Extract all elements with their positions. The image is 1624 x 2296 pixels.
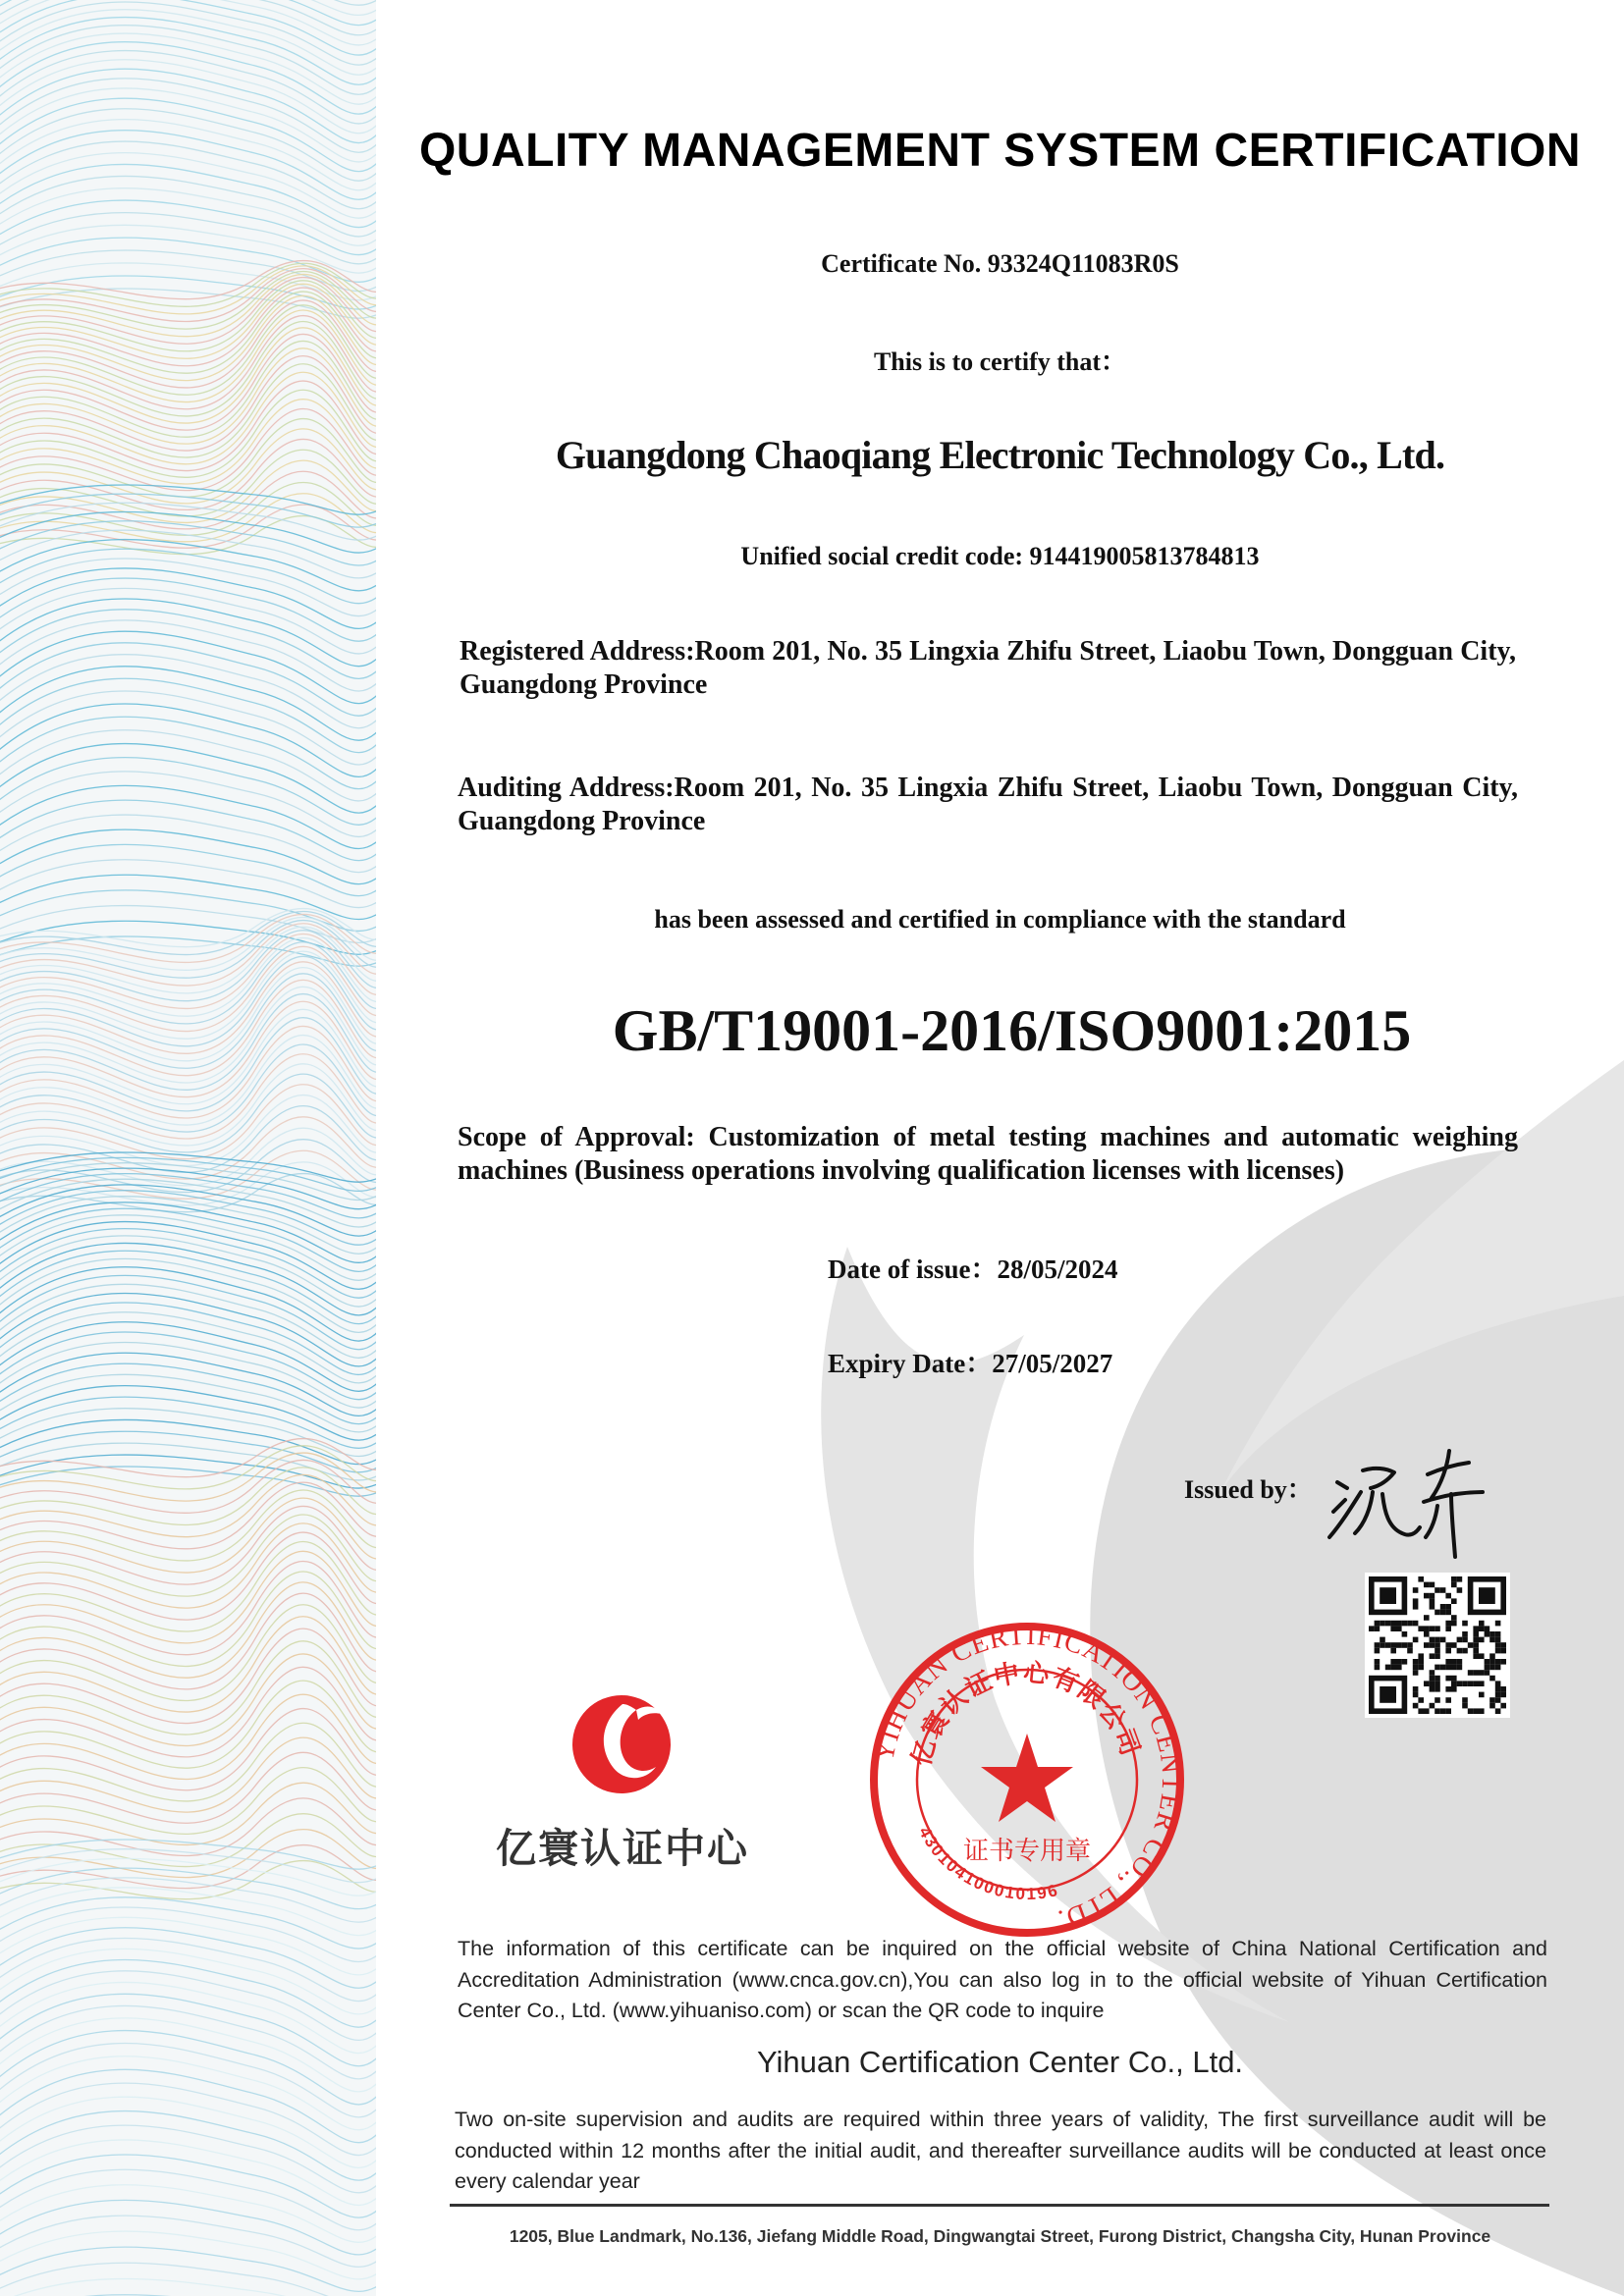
qr-module (1473, 1648, 1479, 1654)
qr-module (1418, 1659, 1424, 1665)
qr-module (1424, 1593, 1430, 1599)
qr-module (1451, 1642, 1457, 1648)
guilloche-line (0, 540, 376, 591)
qr-module (1418, 1665, 1424, 1671)
guilloche-line (0, 1681, 376, 1768)
qr-module (1462, 1631, 1468, 1637)
guilloche-line (0, 1949, 376, 2014)
qr-module (1413, 1621, 1419, 1627)
qr-module (1413, 1637, 1419, 1643)
qr-module (1451, 1659, 1457, 1665)
guilloche-line (0, 1446, 376, 1489)
guilloche-line (0, 88, 376, 162)
qr-module (1424, 1631, 1430, 1637)
guilloche-line (0, 1959, 376, 2027)
qr-module (1375, 1665, 1380, 1671)
guilloche-line (0, 213, 376, 264)
qr-module (1468, 1642, 1474, 1648)
date-of-issue: Date of issue：28/05/2024 (828, 1255, 1118, 1284)
auditing-address: Auditing Address:Room 201, No. 35 Lingxia Zhifu Street, Liaobu Town, Dongguan City, Guangdong Province (458, 773, 1518, 836)
qr-module (1451, 1686, 1457, 1692)
seal-center-text: 证书专用章 (962, 1837, 1092, 1866)
guilloche-line (0, 131, 376, 200)
guilloche-line (0, 18, 376, 85)
guilloche-line (0, 2005, 376, 2078)
qr-module (1485, 1626, 1490, 1631)
guilloche-line (0, 2056, 376, 2130)
qr-module (1462, 1681, 1468, 1686)
guilloche-line (0, 2018, 376, 2092)
guilloche-line (0, 829, 376, 884)
qr-module (1430, 1642, 1435, 1648)
qr-module (1500, 1686, 1506, 1692)
guilloche-line (0, 1251, 376, 1323)
guilloche-line (0, 951, 376, 1039)
qr-module (1380, 1686, 1396, 1703)
qr-module (1479, 1637, 1485, 1643)
guilloche-pattern-icon (0, 0, 376, 2296)
qr-module (1495, 1648, 1501, 1654)
qr-module (1385, 1621, 1391, 1627)
guilloche-line (0, 1293, 376, 1365)
qr-module (1413, 1598, 1419, 1604)
qr-module (1402, 1621, 1408, 1627)
guilloche-line (0, 1523, 376, 1608)
qr-module (1445, 1604, 1451, 1610)
qr-module (1500, 1648, 1506, 1654)
qr-module (1385, 1642, 1391, 1648)
qr-module (1495, 1631, 1501, 1637)
qr-module (1479, 1708, 1485, 1714)
credit-code: Unified social credit code: 914419005813784813 (740, 542, 1260, 570)
qr-module (1430, 1593, 1435, 1599)
qr-module (1413, 1587, 1419, 1593)
qr-module (1424, 1708, 1430, 1714)
qr-module (1479, 1692, 1485, 1698)
qr-module (1375, 1621, 1380, 1627)
qr-module (1435, 1653, 1440, 1659)
qr-module (1462, 1637, 1468, 1643)
qr-module (1479, 1670, 1485, 1676)
qr-module (1375, 1642, 1380, 1648)
qr-module (1424, 1642, 1430, 1648)
qr-module (1380, 1587, 1396, 1604)
guilloche-line (0, 305, 376, 396)
guilloche-line (0, 1363, 376, 1423)
qr-module (1418, 1626, 1424, 1631)
guilloche-line (0, 1783, 376, 1844)
registered-address: Registered Address:Room 201, No. 35 Lingxia Zhifu Street, Liaobu Town, Dongguan City, Guangdong Province (460, 636, 1516, 700)
official-seal-icon (865, 1618, 1189, 1942)
qr-module (1451, 1598, 1457, 1604)
qr-module (1440, 1665, 1446, 1671)
guilloche-line (0, 946, 376, 1031)
qr-module (1407, 1621, 1413, 1627)
qr-module (1473, 1681, 1479, 1686)
qr-module (1457, 1576, 1463, 1582)
qr-module (1457, 1587, 1463, 1593)
certification-center-name: Yihuan Certification Center Co., Ltd. (756, 2045, 1244, 2079)
qr-module (1489, 1631, 1495, 1637)
qr-module (1485, 1631, 1490, 1637)
qr-module (1479, 1653, 1485, 1659)
footer-address: 1205, Blue Landmark, No.136, Jiefang Middle Road, Dingwangtai Street, Furong District, Changsha City, Hunan Province (509, 2226, 1491, 2246)
guilloche-line (0, 2155, 376, 2217)
guilloche-line (0, 2083, 376, 2155)
issued-by-label: Issued by： (1184, 1475, 1313, 1504)
qr-module (1485, 1670, 1490, 1676)
qr-module (1495, 1708, 1501, 1714)
qr-module (1402, 1631, 1408, 1637)
qr-module (1430, 1637, 1435, 1643)
qr-module (1440, 1637, 1446, 1643)
qr-module (1445, 1676, 1451, 1682)
qr-module (1390, 1626, 1396, 1631)
guilloche-line (0, 120, 376, 190)
guilloche-line (0, 1572, 376, 1666)
qr-module (1485, 1659, 1490, 1665)
qr-module (1424, 1626, 1430, 1631)
qr-module (1435, 1587, 1440, 1593)
qr-module (1462, 1703, 1468, 1709)
qr-module (1468, 1670, 1474, 1676)
guilloche-line (0, 1267, 376, 1341)
qr-module (1468, 1708, 1474, 1714)
qr-module (1380, 1621, 1385, 1627)
guilloche-line (0, 1468, 376, 1525)
qr-module (1445, 1621, 1451, 1627)
qr-module (1418, 1697, 1424, 1703)
seal-outer-text: YIHUAN CERTIFICATION CENTER CO., LTD. (869, 1620, 1187, 1936)
qr-module (1435, 1708, 1440, 1714)
guilloche-line (0, 292, 376, 373)
qr-module (1457, 1681, 1463, 1686)
qr-module (1462, 1648, 1468, 1654)
qr-module (1445, 1659, 1451, 1665)
qr-module (1435, 1642, 1440, 1648)
qr-module (1473, 1631, 1479, 1637)
qr-module (1495, 1681, 1501, 1686)
qr-module (1473, 1642, 1479, 1648)
qr-module (1390, 1621, 1396, 1627)
guilloche-line (0, 1541, 376, 1631)
qr-module (1430, 1703, 1435, 1709)
qr-module (1430, 1676, 1435, 1682)
qr-module (1390, 1642, 1396, 1648)
qr-module (1407, 1642, 1413, 1648)
qr-module (1462, 1697, 1468, 1703)
guilloche-line (0, 937, 376, 1016)
guilloche-line (0, 2, 376, 65)
guilloche-line (0, 1878, 376, 1922)
qr-module (1445, 1697, 1451, 1703)
qr-module (1396, 1626, 1402, 1631)
qr-module (1440, 1610, 1446, 1616)
qr-module (1489, 1665, 1495, 1671)
qr-module (1489, 1676, 1495, 1682)
guilloche-line (0, 2185, 376, 2243)
guilloche-line (0, 758, 376, 826)
guilloche-line (0, 0, 376, 45)
qr-module (1435, 1665, 1440, 1671)
qr-module (1500, 1703, 1506, 1709)
guilloche-line (0, 26, 376, 95)
guilloche-line (0, 2111, 376, 2181)
qr-module (1489, 1637, 1495, 1643)
guilloche-line (0, 704, 376, 776)
qr-module (1451, 1615, 1457, 1621)
qr-module (1445, 1708, 1451, 1714)
qr-module (1485, 1665, 1490, 1671)
qr-module (1390, 1648, 1396, 1654)
guilloche-line (0, 860, 376, 908)
qr-module (1430, 1653, 1435, 1659)
qr-module (1390, 1665, 1396, 1671)
qr-module (1451, 1621, 1457, 1627)
guilloche-line (0, 1928, 376, 1988)
qr-module (1440, 1708, 1446, 1714)
qr-module (1445, 1593, 1451, 1599)
qr-module (1390, 1659, 1396, 1665)
guilloche-line (0, 10, 376, 76)
qr-module (1451, 1681, 1457, 1686)
qr-module (1451, 1665, 1457, 1671)
guilloche-line (0, 691, 376, 765)
qr-module (1457, 1665, 1463, 1671)
qr-module (1440, 1604, 1446, 1610)
certify-intro: This is to certify that： (873, 347, 1127, 376)
qr-module (1402, 1642, 1408, 1648)
qr-module (1413, 1659, 1419, 1665)
guilloche-line (0, 934, 376, 1008)
qr-module (1457, 1637, 1463, 1643)
qr-module (1435, 1697, 1440, 1703)
qr-module (1430, 1670, 1435, 1676)
qr-module (1413, 1604, 1419, 1610)
footer-divider (450, 2204, 1549, 2207)
guilloche-line (0, 1709, 376, 1790)
yihuan-logo-icon (568, 1690, 676, 1798)
qr-module (1424, 1615, 1430, 1621)
qr-module (1473, 1670, 1479, 1676)
yihuan-logo-text: 亿寰认证中心 (496, 1826, 749, 1871)
qr-module (1500, 1692, 1506, 1698)
qr-code[interactable] (1365, 1573, 1510, 1718)
guilloche-line (0, 1343, 376, 1409)
qr-module (1451, 1576, 1457, 1582)
standard-code: GB/T19001-2016/ISO9001:2015 (612, 998, 1412, 1063)
qr-module (1445, 1610, 1451, 1616)
qr-module (1489, 1653, 1495, 1659)
guilloche-line (0, 200, 376, 255)
guilloche-line (0, 1498, 376, 1573)
guilloche-line (0, 921, 376, 954)
guilloche-line (0, 1284, 376, 1358)
qr-module (1396, 1665, 1402, 1671)
qr-module (1500, 1642, 1506, 1648)
qr-module (1445, 1626, 1451, 1631)
qr-module (1418, 1653, 1424, 1659)
qr-module (1369, 1626, 1375, 1631)
qr-module (1396, 1621, 1402, 1627)
guilloche-line (0, 1694, 376, 1779)
qr-module (1468, 1681, 1474, 1686)
qr-module (1435, 1676, 1440, 1682)
qr-module (1424, 1582, 1430, 1588)
guilloche-line (0, 772, 376, 837)
qr-module (1500, 1659, 1506, 1665)
expiry-date: Expiry Date：27/05/2027 (828, 1349, 1113, 1378)
guilloche-line (0, 1551, 376, 1643)
qr-module (1462, 1621, 1468, 1627)
qr-module (1375, 1626, 1380, 1631)
guilloche-line (0, 2125, 376, 2193)
certificate-title: QUALITY MANAGEMENT SYSTEM CERTIFICATION (418, 125, 1582, 177)
guilloche-line (0, 815, 376, 873)
qr-module (1445, 1686, 1451, 1692)
qr-module (1396, 1659, 1402, 1665)
qr-module (1413, 1692, 1419, 1698)
qr-module (1435, 1681, 1440, 1686)
qr-module (1413, 1686, 1419, 1692)
qr-module (1435, 1637, 1440, 1643)
qr-module (1451, 1582, 1457, 1588)
qr-module (1489, 1697, 1495, 1703)
qr-module (1473, 1653, 1479, 1659)
qr-module (1495, 1686, 1501, 1692)
qr-module (1495, 1692, 1501, 1698)
qr-module (1457, 1659, 1463, 1665)
qr-module (1489, 1659, 1495, 1665)
qr-module (1435, 1626, 1440, 1631)
guilloche-line (0, 33, 376, 104)
qr-module (1413, 1670, 1419, 1676)
compliance-statement: has been assessed and certified in compliance with the standard (654, 905, 1346, 934)
seal-number: 430104100010196 (914, 1823, 1061, 1904)
qr-module (1413, 1665, 1419, 1671)
qr-module (1380, 1642, 1385, 1648)
guilloche-line (0, 98, 376, 171)
qr-module (1385, 1665, 1391, 1671)
guilloche-line (0, 1532, 376, 1620)
qr-module (1489, 1703, 1495, 1709)
qr-module (1473, 1637, 1479, 1643)
qr-module (1435, 1648, 1440, 1654)
supervision-note: Two on-site supervision and audits are required within three years of validity, The first surveillance audit will be conducted within 12 months after the initial audit, and thereafter surveillance audits will be conducted at least once every calendar year (455, 2108, 1546, 2193)
certificate-number: Certificate No. 93324Q11083R0S (821, 249, 1179, 278)
guilloche-line (0, 730, 376, 801)
qr-module (1473, 1626, 1479, 1631)
guilloche-line (0, 559, 376, 616)
qr-module (1445, 1642, 1451, 1648)
qr-module (1375, 1648, 1380, 1654)
qr-module (1495, 1637, 1501, 1643)
qr-module (1424, 1681, 1430, 1686)
qr-module (1495, 1642, 1501, 1648)
guilloche-line (0, 1374, 376, 1432)
qr-module (1457, 1648, 1463, 1654)
guilloche-line (0, 109, 376, 181)
guilloche-line (0, 800, 376, 860)
guilloche-line (0, 429, 376, 504)
qr-module (1479, 1587, 1495, 1604)
qr-module (1479, 1621, 1485, 1627)
guilloche-line (0, 1258, 376, 1332)
guilloche-line (0, 51, 376, 124)
qr-module (1445, 1665, 1451, 1671)
inquiry-note: The information of this certificate can be inquired on the official website of China National Certification and Accreditation Administration (www.cnca.gov.cn),You can also log in to the official website of Yihuan Certification Center Co., Ltd. (www.yihuaniso.com) or scan the QR code to inquire (458, 1937, 1547, 2022)
qr-module (1396, 1642, 1402, 1648)
guilloche-line (0, 968, 376, 1061)
qr-module (1430, 1626, 1435, 1631)
scope-of-approval: Scope of Approval: Customization of metal testing machines and automatic weighing machines (Business operations involving qualification licenses with licenses) (458, 1122, 1518, 1186)
qr-code-icon (1365, 1573, 1510, 1718)
qr-module (1430, 1598, 1435, 1604)
qr-module (1435, 1610, 1440, 1616)
qr-module (1380, 1637, 1385, 1643)
guilloche-line (0, 2031, 376, 2105)
guilloche-line (0, 2263, 376, 2296)
guilloche-line (0, 42, 376, 114)
decorative-left-band (0, 0, 376, 2296)
guilloche-line (0, 1474, 376, 1536)
qr-module (1495, 1621, 1501, 1627)
qr-module (1402, 1659, 1408, 1665)
qr-module (1479, 1626, 1485, 1631)
guilloche-line (0, 1431, 376, 1472)
guilloche-line (0, 1074, 376, 1152)
guilloche-line (0, 2044, 376, 2117)
guilloche-line (0, 295, 376, 380)
qr-module (1418, 1708, 1424, 1714)
qr-module (1440, 1587, 1446, 1593)
qr-module (1495, 1665, 1501, 1671)
company-name: Guangdong Chaoqiang Electronic Technology Co., Ltd. (555, 433, 1445, 477)
qr-module (1430, 1681, 1435, 1686)
qr-module (1451, 1676, 1457, 1682)
guilloche-line (0, 1814, 376, 1867)
qr-module (1473, 1708, 1479, 1714)
seal-inner-text: 亿寰认证中心有限公司 (906, 1658, 1146, 1770)
signature-icon (1326, 1443, 1502, 1561)
guilloche-line (0, 2231, 376, 2279)
guilloche-line (0, 471, 376, 529)
qr-module (1495, 1697, 1501, 1703)
qr-module (1495, 1659, 1501, 1665)
qr-module (1418, 1576, 1424, 1582)
qr-module (1413, 1703, 1419, 1709)
qr-module (1479, 1681, 1485, 1686)
qr-module (1445, 1648, 1451, 1654)
qr-module (1375, 1659, 1380, 1665)
qr-module (1430, 1582, 1435, 1588)
guilloche-line (0, 188, 376, 246)
guilloche-line (0, 1907, 376, 1962)
qr-module (1407, 1648, 1413, 1654)
qr-module (1430, 1686, 1435, 1692)
qr-module (1435, 1686, 1440, 1692)
qr-module (1430, 1604, 1435, 1610)
